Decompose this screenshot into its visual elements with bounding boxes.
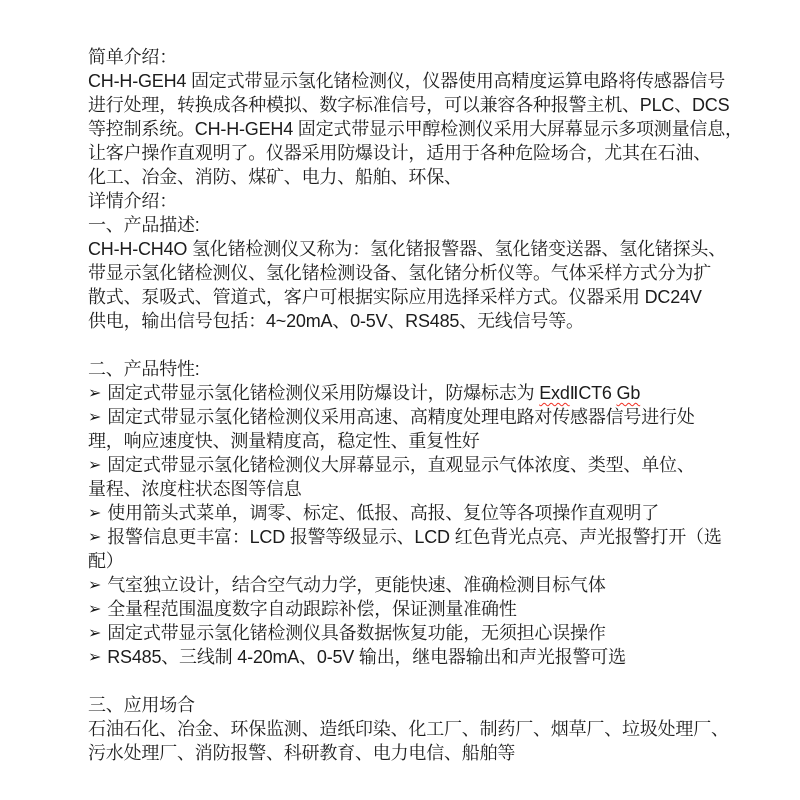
document-body <box>88 45 778 765</box>
blank-line <box>88 333 778 357</box>
line-text: 简单介绍： <box>88 47 177 67</box>
line-text: 散式、泵吸式、管道式，客户可根据实际应用选择采样方式。仪器采用 DC24V <box>88 287 702 307</box>
text-line <box>88 69 778 93</box>
text-line <box>88 237 778 261</box>
text-line <box>88 117 778 141</box>
text-segment: Ⅱ <box>569 383 579 403</box>
arrow-bullet-icon: ➢ <box>88 577 102 594</box>
line-text: 石油石化、冶金、环保监测、造纸印染、化工厂、制药厂、烟草厂、垃圾处理厂、 <box>88 719 729 739</box>
text-line <box>88 549 778 573</box>
blank-line <box>88 669 778 693</box>
text-line <box>88 93 778 117</box>
line-text: 一、产品描述: <box>88 215 200 235</box>
line-text: 理，响应速度快、测量精度高，稳定性、重复性好 <box>88 431 480 451</box>
line-text: CH-H-GEH4 固定式带显示氢化锗检测仪，仪器使用高精度运算电路将传感器信号 <box>88 71 725 91</box>
line-text: 固定式带显示氢化锗检测仪具备数据恢复功能，无须担心误操作 <box>107 623 606 643</box>
text-line <box>88 741 778 765</box>
arrow-bullet-icon: ➢ <box>88 601 102 618</box>
line-text: 供电，输出信号包括：4~20mA、0-5V、RS485、无线信号等。 <box>88 311 584 331</box>
text-segment: 固定式带显示氢化锗检测仪采用防爆设计，防爆标志为 <box>107 383 540 403</box>
feature-bullet-line <box>88 645 778 669</box>
line-text: RS485、三线制 4-20mA、0-5V 输出，继电器输出和声光报警可选 <box>107 647 626 667</box>
text-line <box>88 477 778 501</box>
arrow-bullet-icon: ➢ <box>88 649 102 666</box>
feature-bullet-line <box>88 525 778 549</box>
line-text: 全量程范围温度数字自动跟踪补偿，保证测量准确性 <box>107 599 517 619</box>
spellcheck-flagged-text: Exd <box>539 383 570 403</box>
feature-bullet-line <box>88 501 778 525</box>
arrow-bullet-icon: ➢ <box>88 385 102 402</box>
feature-bullet-line <box>88 405 778 429</box>
text-line <box>88 309 778 333</box>
spellcheck-flagged-text: Gb <box>616 383 641 403</box>
line-text: 带显示氢化锗检测仪、氢化锗检测设备、氢化锗分析仪等。气体采样方式分为扩 <box>88 263 711 283</box>
line-text: 等控制系统。CH-H-GEH4 固定式带显示甲醇检测仪采用大屏幕显示多项测量信息， <box>88 119 743 139</box>
arrow-bullet-icon: ➢ <box>88 625 102 642</box>
line-text: 三、应用场合 <box>88 695 195 715</box>
line-text: 污水处理厂、消防报警、科研教育、电力电信、船舶等 <box>88 743 516 763</box>
feature-bullet-line <box>88 381 778 405</box>
section-heading-line <box>88 45 778 69</box>
line-text: 使用箭头式菜单，调零、标定、低报、高报、复位等各项操作直观明了 <box>107 503 660 523</box>
section-heading-line <box>88 213 778 237</box>
line-text: 气室独立设计，结合空气动力学，更能快速、准确检测目标气体 <box>107 575 606 595</box>
feature-bullet-line <box>88 453 778 477</box>
line-text: CH-H-CH4O 氢化锗检测仪又称为：氢化锗报警器、氢化锗变送器、氢化锗探头、 <box>88 239 726 259</box>
text-segment: CT6 <box>578 383 617 403</box>
section-heading-line <box>88 357 778 381</box>
text-line <box>88 717 778 741</box>
line-text: 固定式带显示氢化锗检测仪采用高速、高精度处理电路对传感器信号进行处 <box>107 407 695 427</box>
arrow-bullet-icon: ➢ <box>88 505 102 522</box>
line-text: 量程、浓度柱状态图等信息 <box>88 479 302 499</box>
text-line <box>88 261 778 285</box>
line-text: 固定式带显示氢化锗检测仪大屏幕显示，直观显示气体浓度、类型、单位、 <box>107 455 695 475</box>
arrow-bullet-icon: ➢ <box>88 409 102 426</box>
line-text: 让客户操作直观明了。仪器采用防爆设计，适用于各种危险场合，尤其在石油、 <box>88 143 711 163</box>
text-line <box>88 165 778 189</box>
line-text: 配） <box>88 551 124 571</box>
line-text: 报警信息更丰富：LCD 报警等级显示、LCD 红色背光点亮、声光报警打开（选 <box>107 527 722 547</box>
section-heading-line <box>88 693 778 717</box>
line-text: 二、产品特性: <box>88 359 200 379</box>
arrow-bullet-icon: ➢ <box>88 457 102 474</box>
arrow-bullet-icon: ➢ <box>88 529 102 546</box>
feature-bullet-line <box>88 621 778 645</box>
text-line <box>88 141 778 165</box>
section-heading-line <box>88 189 778 213</box>
feature-bullet-line <box>88 597 778 621</box>
line-text: 详情介绍： <box>88 191 177 211</box>
text-line <box>88 285 778 309</box>
feature-bullet-line <box>88 573 778 597</box>
text-line <box>88 429 778 453</box>
line-text: 化工、冶金、消防、煤矿、电力、船舶、环保、 <box>88 167 462 187</box>
line-text: 进行处理，转换成各种模拟、数字标准信号，可以兼容各种报警主机、PLC、DCS <box>88 95 730 115</box>
